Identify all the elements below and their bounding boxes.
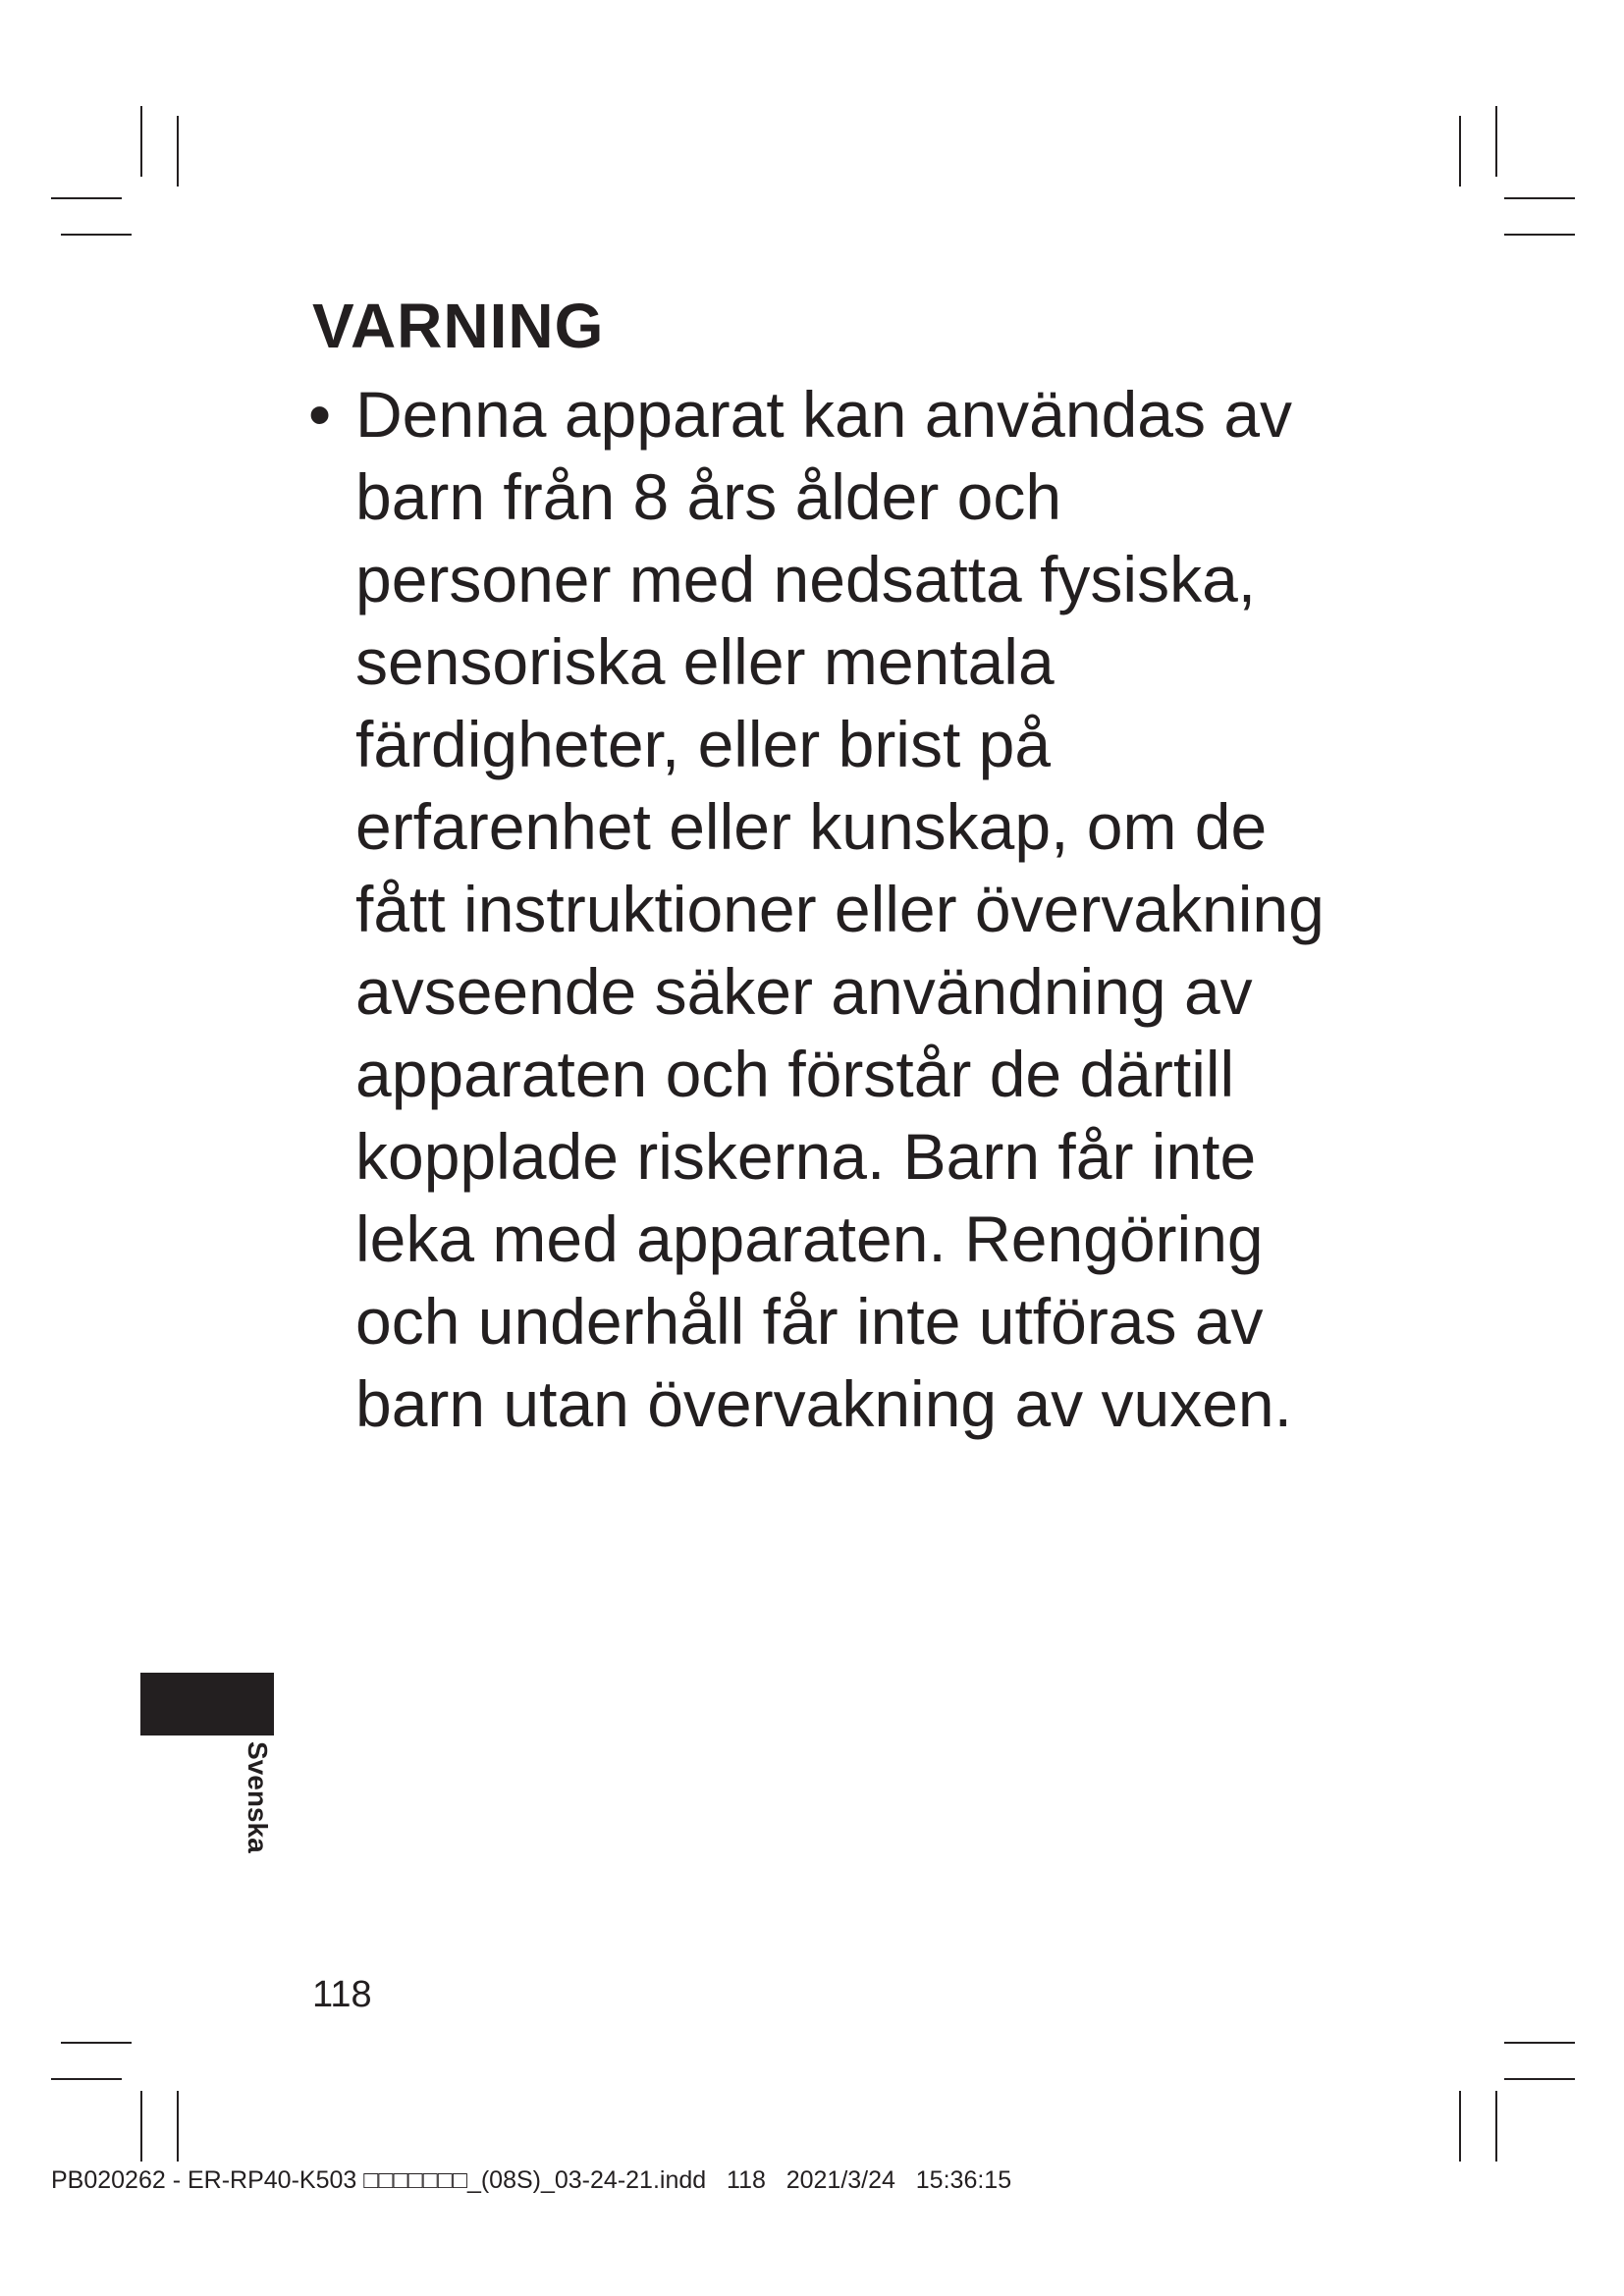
- crop-mark: [1504, 2042, 1575, 2044]
- crop-mark: [51, 197, 122, 199]
- crop-mark: [1495, 2091, 1497, 2162]
- warning-heading: VARNING: [312, 291, 605, 361]
- crop-mark: [140, 106, 142, 177]
- slug-time: 15:36:15: [915, 2166, 1012, 2194]
- crop-mark: [1459, 116, 1461, 187]
- print-slug: [51, 2165, 1011, 2195]
- crop-mark: [51, 2078, 122, 2080]
- crop-mark: [140, 2091, 142, 2162]
- warning-bullet-item: [308, 373, 1329, 1445]
- crop-mark: [1495, 106, 1497, 177]
- slug-filename: PB020262 - ER-RP40-K503 □□□□□□□_(08S)_03-24-21.indd: [51, 2166, 707, 2194]
- crop-mark: [177, 2091, 179, 2162]
- language-tab-marker: [140, 1673, 274, 1735]
- language-tab-label: Svenska: [243, 1741, 273, 1853]
- page-number: 118: [312, 1974, 372, 2015]
- crop-mark: [177, 116, 179, 187]
- crop-mark: [1504, 2078, 1575, 2080]
- crop-mark: [61, 234, 132, 236]
- crop-mark: [1504, 197, 1575, 199]
- crop-mark: [1459, 2091, 1461, 2162]
- bullet-marker: •: [308, 378, 332, 451]
- crop-mark: [61, 2042, 132, 2044]
- slug-date: 2021/3/24: [785, 2166, 895, 2194]
- crop-mark: [1504, 234, 1575, 236]
- warning-text: Denna apparat kan användas av barn från 8 års ålder och personer med nedsatta fysiska, sensoriska eller mentala färdigheter, eller brist på erfarenhet eller kunskap, om de fått instruktioner eller övervakning avseende säker användning av apparaten och förstår de därtill kopplade riskerna. Barn får inte leka med apparaten. Rengöring och underhåll får inte utföras av barn utan övervakning av vuxen.: [355, 378, 1325, 1440]
- slug-page: 118: [727, 2166, 766, 2194]
